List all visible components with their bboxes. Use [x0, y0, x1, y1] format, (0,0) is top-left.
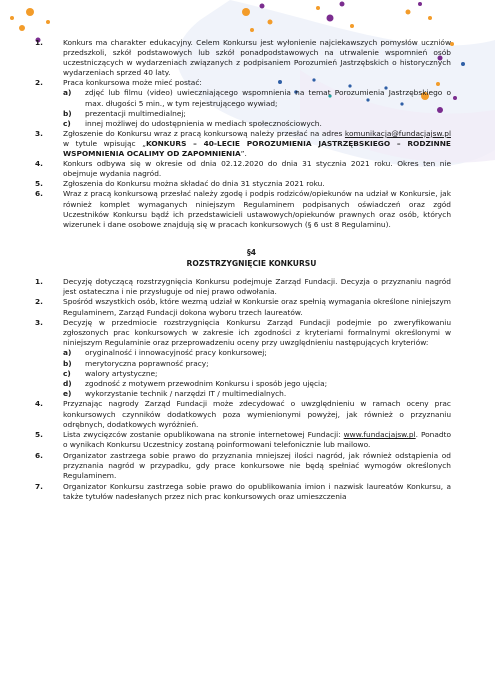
list-item: 6. Organizator zastrzega sobie prawo do przyznania mniejszej ilości nagród, jak również odstąpienia od przyznania nagród w przypadku, gdy prace konkursowe nie będą spełniać wymogów określonych Regulaminem.: [35, 450, 451, 481]
sublist-item: b) merytoryczna poprawność pracy;: [63, 358, 209, 368]
list-item: 5. Zgłoszenia do Konkursu można składać do dnia 31 stycznia 2021 roku.: [35, 179, 325, 189]
list-item: 3. Decyzję w przedmiocie rozstrzygnięcia Konkursu Zarząd Fundacji podejmie po zweryfikowaniu zgłoszonych prac konkursowych w zakresie ich zgodności z kryteriami formalnymi określonymi w niniejszym Regulaminie oraz przeprowadzeniu oceny przy uwzględnieniu następujących kryteriów: a) oryginalność i innowacyjność pracy konkursowej; b) merytoryczna poprawność pracy; c) walory artystyczne; d) zgodność z motywem przewodnim Konkursu i sposób jego ujęcia; e) wykorzystanie technik / narzędzi IT / multimedialnych.: [35, 318, 451, 398]
list-item: 3. Zgłoszenie do Konkursu wraz z pracą konkursową należy przesłać na adres komunikacja@fundacjajsw.pl w tytule wpisując „KONKURS – 40-LECIE POROZUMIENIA JASTRZĘBSKIEGO – RODZINNE WSPOMNIENIA OCALIMY OD ZAPOMNIENIA”.: [35, 128, 451, 159]
sublist-item: b) prezentacji multimedialnej;: [63, 108, 186, 118]
list-item: 4. Przyznając nagrody Zarząd Fundacji może zdecydować o uwzględnieniu w ramach oceny prac konkursowych czynników dodatkowych poza wymienionymi powyżej, jak również o przyznaniu odrębnych, dodatkowych wyróżnień.: [35, 399, 451, 429]
list-item: 1. Decyzję dotyczącą rozstrzygnięcia Konkursu podejmuje Zarząd Fundacji. Decyzja o przyznaniu nagród jest ostateczna i nie przysługuje od niej prawo odwołania.: [35, 276, 451, 296]
list-item: 4. Konkurs odbywa się w okresie od dnia 02.12.2020 do dnia 31 stycznia 2021 roku. Okres ten nie obejmuje wydania nagród.: [35, 159, 451, 179]
section-3-list: [30, 38, 451, 230]
sublist: [63, 88, 451, 128]
sublist-item: e) wykorzystanie technik / narzędzi IT / multimedialnych.: [63, 388, 287, 398]
website-link[interactable]: www.fundacjajsw.pl: [343, 430, 416, 440]
list-item: 7. Organizator Konkursu zastrzega sobie prawo do opublikowania imion i nazwisk laureatów Konkursu, a także tytułów nadesłanych przez nich prac konkursowych oraz umieszczenia: [35, 481, 451, 501]
sublist-item: d) zgodność z motywem przewodnim Konkursu i sposób jego ujęcia;: [63, 378, 328, 388]
sublist-item: a) oryginalność i innowacyjność pracy konkursowej;: [63, 348, 267, 358]
sublist: [63, 348, 451, 398]
list-item: 2. Spośród wszystkich osób, które wezmą udział w Konkursie oraz spełnią wymagania określone niniejszym Regulaminem, Zarząd Fundacji dokona wyboru trzech laureatów.: [35, 297, 451, 317]
email-link[interactable]: komunikacja@fundacjajsw.pl: [344, 128, 451, 138]
section-number: §4: [246, 247, 257, 257]
list-item: 6. Wraz z pracą konkursową przesłać należy zgodę i podpis rodziców/opiekunów na udział w Konkursie, jak również komplet wymaganych niniejszym Regulaminem podpisanych oświadczeń oraz zgód Uczestników Konkursu bądź ich przedstawicieli ustawowych/opiekunów prawnych oraz osób, których wizerunek i dane osobowe znajdują się w pracach konkursowych (§ 6 ust 8 Regulaminu).: [35, 189, 451, 229]
list-item: 5. Lista zwycięzców zostanie opublikowana na stronie internetowej Fundacji: www.fundacjajsw.pl. Ponadto o wynikach Konkursu Uczestnicy zostaną poinformowani telefonicznie lub mailowo.: [35, 430, 451, 450]
section-title: ROZSTRZYGNIĘCIE KONKURSU: [186, 258, 317, 268]
section-4-list: [30, 277, 451, 502]
sublist-item: a) zdjęć lub filmu (video) uwieczniającego wspomnienia na temat Porozumienia Jastrzębskiego o max. długości 5 min., w tym rejestrującego wywiad;: [63, 88, 451, 108]
sublist-item: c) innej możliwej do udostępnienia w mediach społecznościowych.: [63, 118, 322, 128]
sublist-item: c) walory artystyczne;: [63, 368, 158, 378]
list-item: 1. Konkurs ma charakter edukacyjny. Celem Konkursu jest wyłonienie najciekawszych pomysłów uczniów przedszkoli, szkół podstawowych lub szkół ponadpodstawowych na utrwalenie wspomnień osób uczestniczących w wydarzeniach związanych z podpisaniem Porozumień Jastrzębskich o historycznych wydarzeniach sprzed 40 laty.: [35, 38, 451, 78]
list-item: 2. Praca konkursowa może mieć postać: a) zdjęć lub filmu (video) uwieczniającego wspomnienia na temat Porozumienia Jastrzębskiego o max. długości 5 min., w tym rejestrującego wywiad; b) prezentacji multimedialnej; c) innej możliwej do udostępnienia w mediach społecznościowych.: [35, 78, 451, 128]
